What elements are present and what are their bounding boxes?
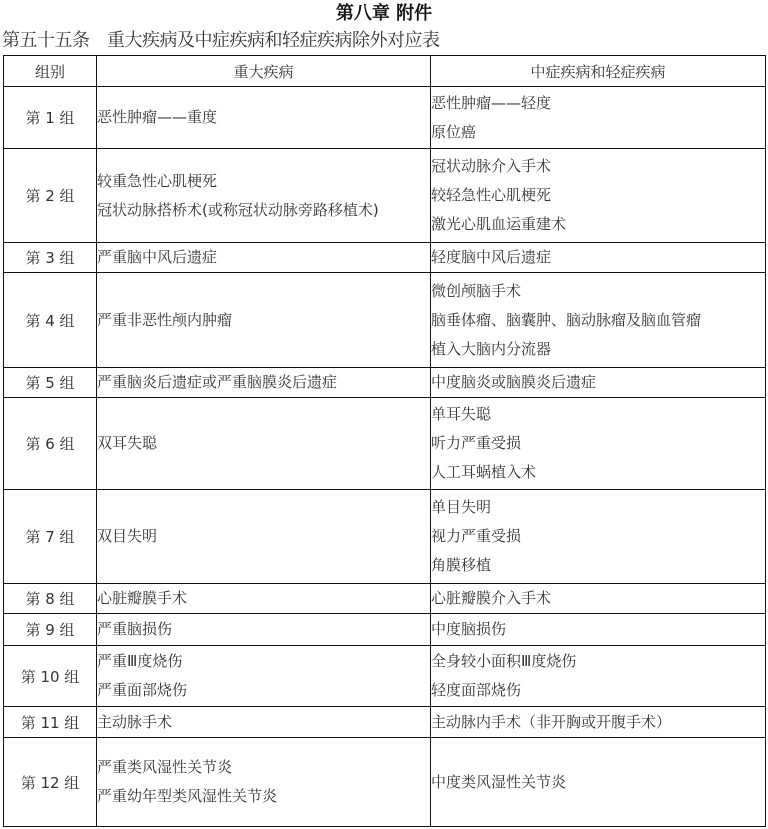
group-label: 第 9 组 xyxy=(4,614,97,646)
minor-disease-item: 视力严重受损 xyxy=(431,527,522,545)
major-disease-item: 心脏瓣膜手术 xyxy=(97,589,188,607)
header-major-disease: 重大疾病 xyxy=(97,56,431,87)
major-disease-item: 严重幼年型类风湿性关节炎 xyxy=(97,787,278,805)
minor-disease-item: 较轻急性心肌梗死 xyxy=(431,186,552,204)
table-row xyxy=(4,149,766,243)
minor-disease-cell xyxy=(431,243,766,273)
major-disease-cell xyxy=(97,273,431,368)
major-disease-cell xyxy=(97,584,431,614)
major-disease-item: 双目失明 xyxy=(97,527,158,545)
header-group: 组别 xyxy=(4,56,97,87)
major-disease-cell xyxy=(97,646,431,707)
table-row xyxy=(4,707,766,738)
minor-disease-item: 植入大脑内分流器 xyxy=(431,339,552,358)
group-label: 第 3 组 xyxy=(4,243,97,273)
minor-disease-item: 单目失明 xyxy=(431,498,492,516)
table-row xyxy=(4,87,766,149)
minor-disease-item: 角膜移植 xyxy=(431,556,492,574)
group-label: 第 2 组 xyxy=(4,149,97,243)
major-disease-item: 严重脑炎后遗症或严重脑膜炎后遗症 xyxy=(97,373,338,391)
major-disease-cell xyxy=(97,149,431,243)
major-disease-item: 严重脑中风后遗症 xyxy=(97,248,218,266)
major-disease-cell xyxy=(97,738,431,827)
disease-mapping-table xyxy=(3,55,766,827)
table-row xyxy=(4,614,766,646)
minor-disease-cell xyxy=(431,584,766,614)
table-row xyxy=(4,398,766,490)
minor-disease-item: 轻度面部烧伤 xyxy=(431,681,522,699)
table-row xyxy=(4,490,766,584)
group-label: 第 1 组 xyxy=(4,87,97,149)
minor-disease-item: 全身较小面积Ⅲ度烧伤 xyxy=(431,652,577,670)
minor-disease-cell xyxy=(431,707,766,738)
table-row xyxy=(4,368,766,398)
minor-disease-item: 心脏瓣膜介入手术 xyxy=(431,589,552,607)
group-label: 第 11 组 xyxy=(4,707,97,738)
table-row xyxy=(4,646,766,707)
minor-disease-item: 听力严重受损 xyxy=(431,434,522,452)
group-label: 第 4 组 xyxy=(4,273,97,368)
minor-disease-cell xyxy=(431,87,766,149)
group-label: 第 8 组 xyxy=(4,584,97,614)
major-disease-item: 严重脑损伤 xyxy=(97,620,173,638)
minor-disease-cell xyxy=(431,398,766,490)
minor-disease-item: 激光心肌血运重建术 xyxy=(431,215,567,233)
minor-disease-item: 单耳失聪 xyxy=(431,405,492,423)
group-label: 第 10 组 xyxy=(4,646,97,707)
group-label: 第 7 组 xyxy=(4,490,97,584)
minor-disease-item: 恶性肿瘤——轻度 xyxy=(431,93,552,112)
minor-disease-item: 微创颅脑手术 xyxy=(431,281,522,300)
major-disease-cell xyxy=(97,707,431,738)
group-label: 第 12 组 xyxy=(4,738,97,827)
major-disease-item: 主动脉手术 xyxy=(97,712,173,731)
major-disease-cell xyxy=(97,368,431,398)
minor-disease-item: 中度脑损伤 xyxy=(431,620,507,638)
header-minor-disease: 中症疾病和轻症疾病 xyxy=(431,56,766,87)
minor-disease-cell xyxy=(431,368,766,398)
minor-disease-cell xyxy=(431,646,766,707)
major-disease-item: 较重急性心肌梗死 xyxy=(97,171,218,190)
table-row xyxy=(4,243,766,273)
minor-disease-cell xyxy=(431,738,766,827)
major-disease-cell xyxy=(97,490,431,584)
chapter-title: 第八章 附件 xyxy=(335,3,433,24)
group-label: 第 5 组 xyxy=(4,368,97,398)
minor-disease-item: 脑垂体瘤、脑囊肿、脑动脉瘤及脑血管瘤 xyxy=(431,310,702,329)
minor-disease-item: 中度类风湿性关节炎 xyxy=(431,772,567,791)
major-disease-item: 严重非恶性颅内肿瘤 xyxy=(97,310,233,329)
major-disease-cell xyxy=(97,243,431,273)
minor-disease-item: 中度脑炎或脑膜炎后遗症 xyxy=(431,373,597,391)
major-disease-item: 严重Ⅲ度烧伤 xyxy=(97,652,183,670)
table-header-row xyxy=(4,56,766,87)
minor-disease-cell xyxy=(431,273,766,368)
minor-disease-cell xyxy=(431,149,766,243)
major-disease-item: 冠状动脉搭桥术(或称冠状动脉旁路移植术) xyxy=(97,200,379,219)
table-row xyxy=(4,273,766,368)
major-disease-item: 严重类风湿性关节炎 xyxy=(97,758,233,776)
major-disease-cell xyxy=(97,398,431,490)
group-label: 第 6 组 xyxy=(4,398,97,490)
minor-disease-item: 轻度脑中风后遗症 xyxy=(431,248,552,266)
table-row xyxy=(4,738,766,827)
minor-disease-item: 人工耳蜗植入术 xyxy=(431,463,537,481)
minor-disease-cell xyxy=(431,490,766,584)
minor-disease-cell xyxy=(431,614,766,646)
minor-disease-item: 主动脉内手术（非开胸或开腹手术） xyxy=(431,712,672,731)
minor-disease-item: 冠状动脉介入手术 xyxy=(431,157,552,175)
major-disease-item: 双耳失聪 xyxy=(97,434,158,452)
article-title: 第五十五条 重大疾病及中症疾病和轻症疾病除外对应表 xyxy=(2,30,440,51)
major-disease-cell xyxy=(97,614,431,646)
major-disease-cell xyxy=(97,87,431,149)
major-disease-item: 恶性肿瘤——重度 xyxy=(97,108,218,126)
major-disease-item: 严重面部烧伤 xyxy=(97,681,188,699)
table-row xyxy=(4,584,766,614)
minor-disease-item: 原位癌 xyxy=(431,122,477,141)
